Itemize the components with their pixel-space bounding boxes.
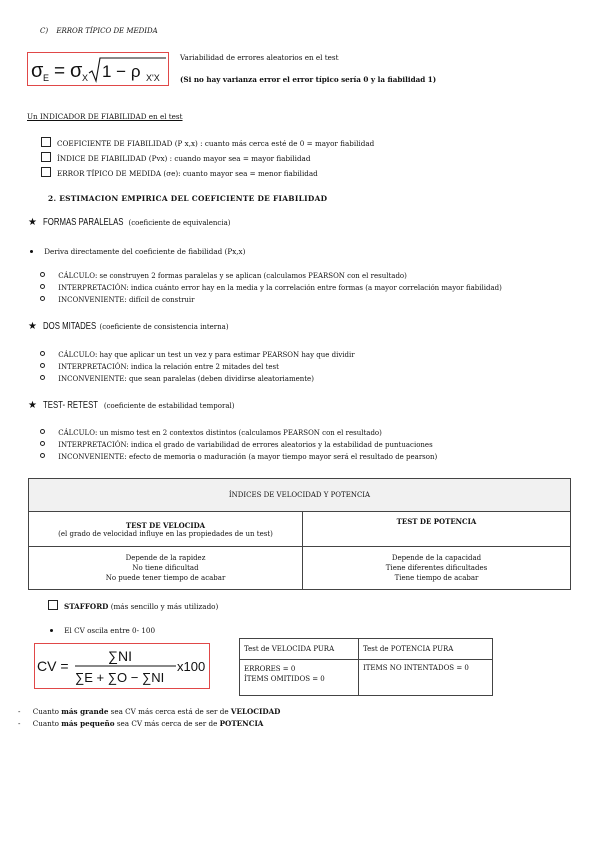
formas-item [40, 272, 407, 280]
velocidad-line: No tiene dificultad [132, 564, 199, 572]
svg-text:∑NI: ∑NI [108, 648, 132, 664]
conclusion-item [18, 719, 263, 728]
retest-title: TEST- RETEST [43, 400, 99, 411]
pure-test-table [239, 638, 493, 696]
velocidad-line: No puede tener tiempo de acabar [105, 574, 226, 582]
formas-heading [28, 217, 230, 228]
potencia-line: Tiene tiempo de acabar [394, 574, 479, 582]
indicator-item[interactable] [41, 152, 310, 163]
checkbox[interactable] [41, 152, 51, 162]
item-label: INCONVENIENTE [58, 296, 125, 304]
mitades-title: DOS MITADES [43, 321, 97, 332]
formula-cv [34, 643, 210, 689]
item-text: : efecto de memoria o maduración (a mayor tiempo mayor será el resultado de pearson) [124, 453, 438, 461]
svg-text:X: X [82, 73, 89, 83]
item-text: : hay que aplicar un test un vez y para estimar PEARSON hay que dividir [94, 351, 355, 359]
item-label: INTERPRETACIÓN [58, 284, 127, 292]
velocidad-line: Depende de la rapidez [125, 554, 206, 562]
velocidad-cell [29, 547, 303, 590]
item-label: INTERPRETACIÓN [58, 363, 127, 371]
conclusion-end: VELOCIDAD [230, 707, 281, 716]
indicator-item[interactable] [41, 137, 374, 148]
potencia-line: Depende de la capacidad [391, 554, 482, 562]
cv-range-text: El CV oscila entre 0- 100 [64, 626, 156, 635]
svg-text:σ: σ [70, 60, 83, 82]
formula-error-tipico-graphic [28, 53, 168, 85]
table-head-row [29, 512, 571, 547]
retest-heading [28, 400, 234, 411]
checkbox[interactable] [48, 600, 58, 610]
cell-line: ÍTEMS OMITIDOS = 0 [244, 675, 325, 683]
dash-bullet: - [18, 707, 21, 716]
table-head-velocidad [29, 512, 303, 547]
cell-line: ERRORES = 0 [244, 665, 296, 673]
table-row [240, 660, 493, 696]
formula-description: Variabilidad de errores aleatorios en el test [180, 53, 339, 62]
svg-text:σ: σ [31, 60, 44, 82]
svg-text:X'X: X'X [146, 73, 160, 83]
conclusion-mid: sea CV más cerca está de ser de [108, 707, 231, 716]
formas-derive-text: Deriva directamente del coeficiente de fiabilidad (Px,x) [44, 247, 246, 256]
stafford-label: STAFFORD [64, 602, 109, 611]
table-title: ÍNDICES DE VELOCIDAD Y POTENCIA [29, 479, 571, 512]
indicator-label: ERROR TÍPICO DE MEDIDA (σe): cuanto mayor sea = menor fiabilidad [57, 169, 318, 178]
conclusion-mid: sea CV más cerca de ser de [114, 719, 220, 728]
mitades-item [40, 351, 355, 359]
item-label: CÁLCULO [58, 351, 95, 359]
item-text: : se construyen 2 formas paralelas y se aplican (calculamos PEARSON con el resultado) [94, 272, 407, 280]
formas-item [40, 296, 195, 304]
table-head-potencia [303, 512, 571, 547]
bullet-icon [50, 629, 53, 632]
potencia-pura-cell: ITEMS NO INTENTADOS = 0 [359, 660, 493, 696]
svg-text:=: = [54, 61, 66, 82]
velocidad-pura-cell [240, 660, 359, 696]
retest-item [40, 429, 382, 437]
star-icon: ★ [28, 321, 37, 332]
indicator-heading: Un INDICADOR DE FIABILIDAD en el test [27, 112, 183, 121]
potencia-cell [303, 547, 571, 590]
item-text: : indica el grado de variabilidad de errores aleatorios y la estabilidad de puntuaciones [126, 441, 433, 449]
potencia-line: Tiene diferentes dificultades [385, 564, 488, 572]
item-text: : que sean paralelas (deben dividirse aleatoriamente) [124, 375, 314, 383]
mitades-item [40, 363, 279, 371]
item-label: INCONVENIENTE [58, 375, 125, 383]
conclusion-pre: Cuanto [32, 707, 62, 716]
star-icon: ★ [28, 217, 37, 228]
conclusion-item [18, 707, 280, 716]
formas-subtitle: (coeficiente de equivalencia) [128, 219, 231, 227]
indicator-label: ÍNDICE DE FIABILIDAD (Pvx) : cuando mayor sea = mayor fiabilidad [57, 154, 311, 163]
star-icon: ★ [28, 400, 37, 411]
table-row [29, 547, 571, 590]
item-label: INTERPRETACIÓN [58, 441, 127, 449]
svg-text:E: E [43, 73, 50, 83]
circle-bullet-icon [40, 272, 45, 277]
item-label: INCONVENIENTE [58, 453, 125, 461]
retest-item [40, 453, 437, 461]
section-letter: C) [40, 27, 49, 35]
formula-note: (Si no hay varianza error el error típico sería 0 y la fiabilidad 1) [180, 75, 437, 84]
head-velocidad-pura: Test de VELOCIDA PURA [240, 639, 359, 660]
item-text: : un mismo test en 2 contextos distintos (calculamos PEARSON con el resultado) [94, 429, 382, 437]
velocity-power-table [28, 478, 571, 590]
section-c-heading [40, 27, 158, 35]
velocidad-head: TEST DE VELOCIDA [125, 520, 206, 530]
dash-bullet: - [18, 719, 21, 728]
circle-bullet-icon [40, 453, 45, 458]
svg-text:CV =: CV = [37, 658, 69, 674]
formula-error-tipico [27, 52, 169, 86]
formas-item [40, 284, 502, 292]
item-text: : indica cuánto error hay en la media y la correlación entre formas (a mayor correlación mayor fiabilidad) [126, 284, 502, 292]
svg-text:1 − ρ: 1 − ρ [102, 62, 141, 81]
checkbox[interactable] [41, 137, 51, 147]
indicator-label: COEFICIENTE DE FIABILIDAD (P x,x) : cuanto más cerca esté de 0 = mayor fiabilidad [57, 139, 375, 148]
bullet-icon [30, 250, 33, 253]
head-potencia-pura: Test de POTENCIA PURA [359, 639, 493, 660]
velocidad-sub: (el grado de velocidad influye en las propiedades de un test) [58, 529, 273, 538]
table-title-row [29, 479, 571, 512]
item-label: CÁLCULO [58, 272, 95, 280]
conclusion-strong: más grande [61, 707, 109, 716]
item-text: : difícil de construir [124, 296, 195, 304]
potencia-head: TEST DE POTENCIA [396, 517, 477, 526]
section-2-title: 2. ESTIMACION EMPIRICA DEL COEFICIENTE DE FIABILIDAD [48, 194, 328, 203]
circle-bullet-icon [40, 296, 45, 301]
circle-bullet-icon [40, 363, 45, 368]
circle-bullet-icon [40, 284, 45, 289]
circle-bullet-icon [40, 441, 45, 446]
cv-range [50, 626, 155, 635]
conclusion-end: POTENCIA [219, 719, 264, 728]
formas-derive [30, 247, 245, 256]
conclusion-strong: más pequeño [61, 719, 115, 728]
checkbox[interactable] [41, 167, 51, 177]
table-head-row [240, 639, 493, 660]
circle-bullet-icon [40, 375, 45, 380]
formas-title: FORMAS PARALELAS [43, 217, 124, 228]
conclusion-pre: Cuanto [32, 719, 62, 728]
item-text: : indica la relación entre 2 mitades del test [126, 363, 279, 371]
svg-text:x100: x100 [177, 659, 206, 674]
circle-bullet-icon [40, 351, 45, 356]
indicator-item[interactable] [41, 167, 318, 178]
mitades-item [40, 375, 314, 383]
item-label: CÁLCULO [58, 429, 95, 437]
retest-subtitle: (coeficiente de estabilidad temporal) [103, 402, 235, 410]
section-title: ERROR TÍPICO DE MEDIDA [56, 27, 158, 35]
mitades-subtitle: (coeficiente de consistencia interna) [99, 323, 229, 331]
stafford-text: (más sencillo y más utilizado) [108, 602, 219, 611]
mitades-heading [28, 321, 229, 332]
svg-text:∑E + ∑O − ∑NI: ∑E + ∑O − ∑NI [75, 670, 165, 685]
circle-bullet-icon [40, 429, 45, 434]
formula-cv-graphic [35, 644, 209, 688]
stafford-item[interactable] [48, 600, 218, 611]
retest-item [40, 441, 433, 449]
